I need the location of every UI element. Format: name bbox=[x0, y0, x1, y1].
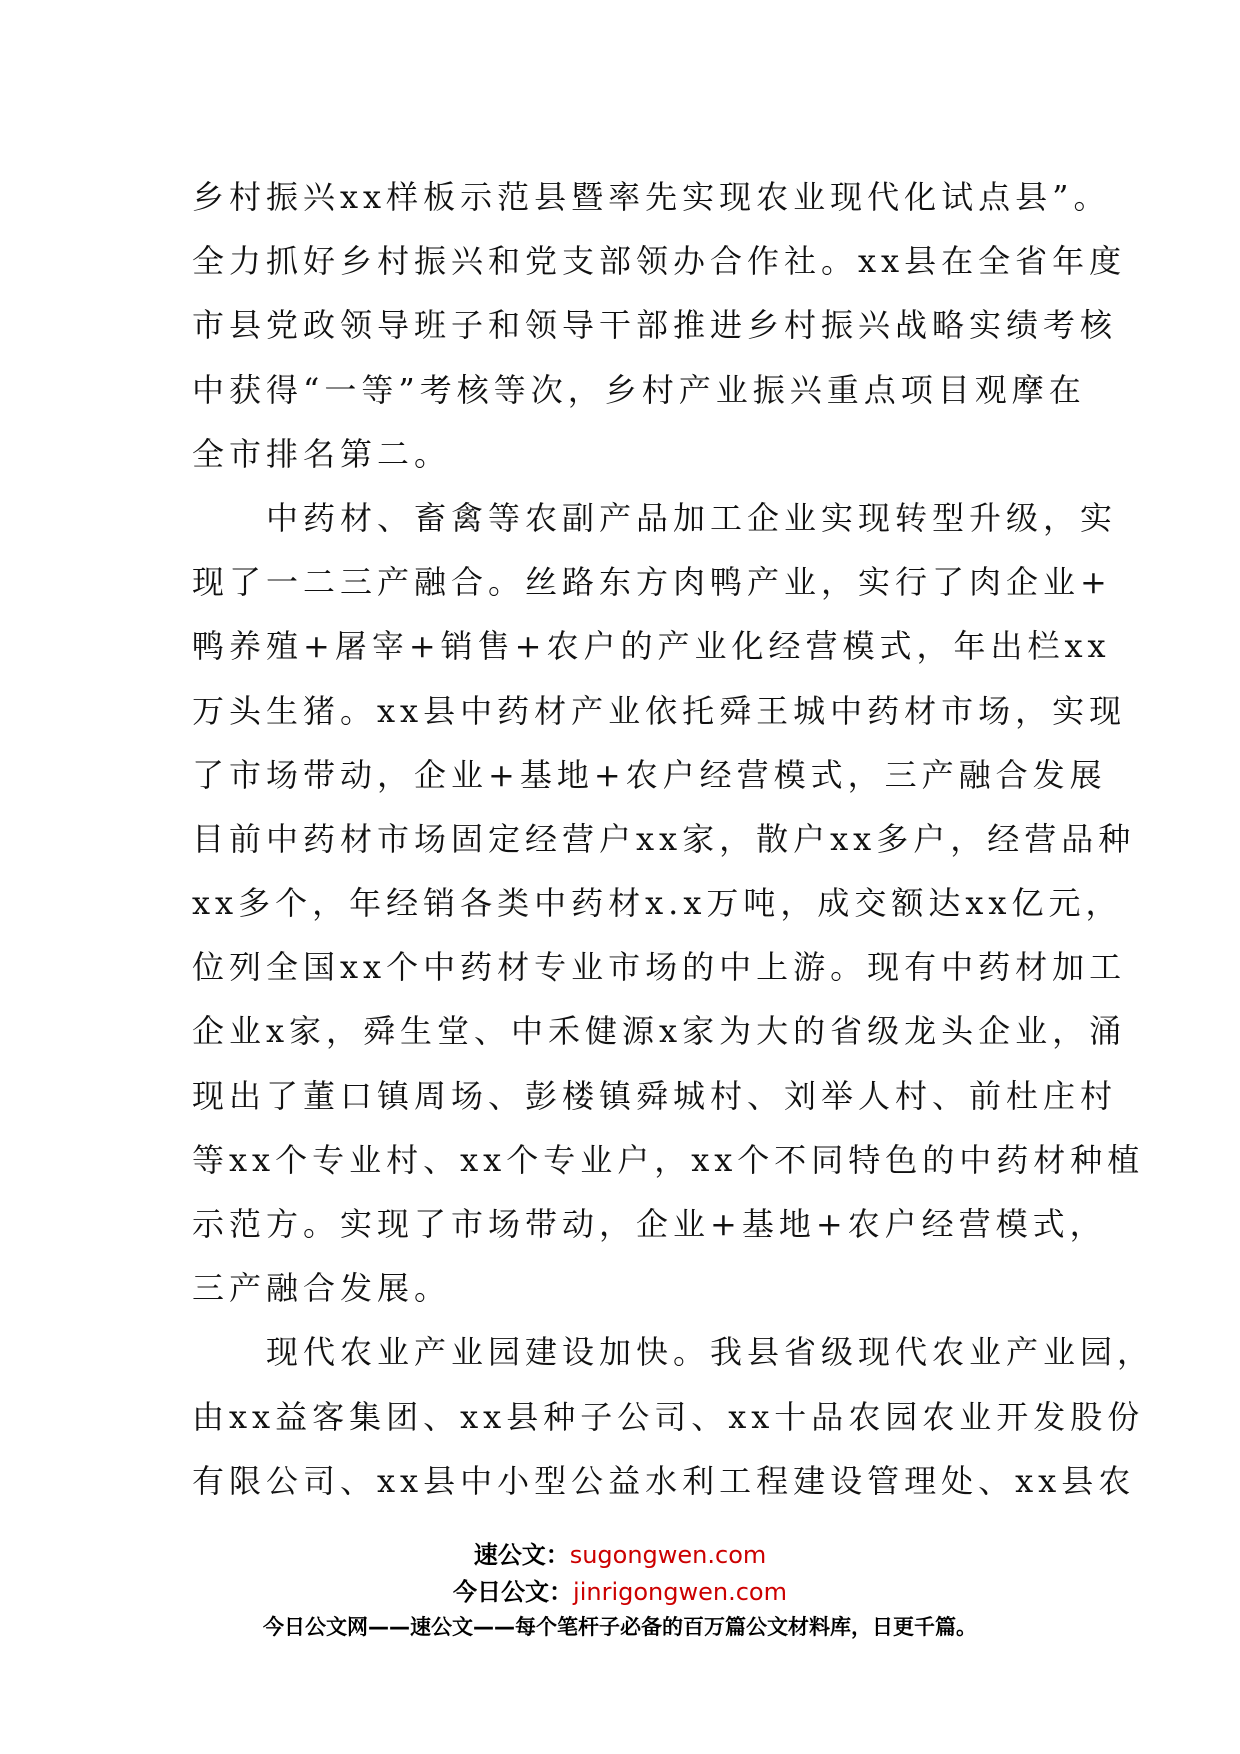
text-line: 全力抓好乡村振兴和党支部领办合作社。xx县在全省年度 bbox=[192, 242, 1127, 281]
text-line: 中药材、畜禽等农副产品加工企业实现转型升级，实 bbox=[192, 498, 1118, 537]
footer-slogan: 今日公文网——速公文——每个笔杆子必备的百万篇公文材料库，日更千篇。 bbox=[263, 1615, 977, 1639]
text-line: 目前中药材市场固定经营户xx家，散户xx多户，经营品种 bbox=[192, 819, 1136, 858]
text-line: 全市排名第二。 bbox=[192, 434, 452, 473]
text-line: 位列全国xx个中药材专业市场的中上游。现有中药材加工 bbox=[192, 948, 1127, 987]
text-line: 现了一二三产融合。丝路东方肉鸭产业，实行了肉企业+ bbox=[192, 563, 1112, 602]
text-line: 现代农业产业园建设加快。我县省级现代农业产业园， bbox=[192, 1333, 1155, 1372]
text-line: 三产融合发展。 bbox=[192, 1269, 452, 1308]
text-line: 鸭养殖+屠宰+销售+农户的产业化经营模式，年出栏xx bbox=[192, 627, 1111, 666]
footer-jinrigongwen bbox=[0, 1572, 1240, 1607]
text-line: 乡村振兴xx样板示范县暨率先实现农业现代化试点县”。 bbox=[192, 178, 1111, 216]
text-line: 市县党政领导班子和领导干部推进乡村振兴战略实绩考核 bbox=[192, 306, 1118, 345]
footer-sugongwen bbox=[0, 1535, 1240, 1570]
footer-label: 今日公文： bbox=[453, 1578, 574, 1606]
text-line: 示范方。实现了市场带动，企业+基地+农户经营模式， bbox=[192, 1205, 1107, 1243]
text-line: 了市场带动，企业+基地+农户经营模式，三产融合发展 bbox=[192, 755, 1107, 794]
footer-link-jinrigongwen[interactable]: jinrigongwen.com bbox=[573, 1578, 787, 1606]
footer-link-sugongwen[interactable]: sugongwen.com bbox=[569, 1541, 767, 1569]
text-line: xx多个，年经销各类中药材x.x万吨，成交额达xx亿元， bbox=[192, 884, 1123, 923]
text-line: 万头生猪。xx县中药材产业依托舜王城中药材市场，实现 bbox=[192, 691, 1127, 730]
text-line: 企业x家，舜生堂、中禾健源x家为大的省级龙头企业，涌 bbox=[192, 1012, 1127, 1051]
text-line: 有限公司、xx县中小型公益水利工程建设管理处、xx县农 bbox=[192, 1461, 1136, 1500]
text-line: 由xx益客集团、xx县种子公司、xx十品农园农业开发股份 bbox=[192, 1397, 1145, 1436]
document-body bbox=[192, 165, 1155, 1513]
footer-label: 速公文： bbox=[473, 1541, 570, 1569]
text-line: 中获得“一等”考核等次，乡村产业振兴重点项目观摩在 bbox=[192, 370, 1086, 409]
text-line: 等xx个专业村、xx个专业户，xx个不同特色的中药材种植 bbox=[192, 1140, 1145, 1179]
text-line: 现出了董口镇周场、彭楼镇舜城村、刘举人村、前杜庄村 bbox=[192, 1076, 1118, 1115]
